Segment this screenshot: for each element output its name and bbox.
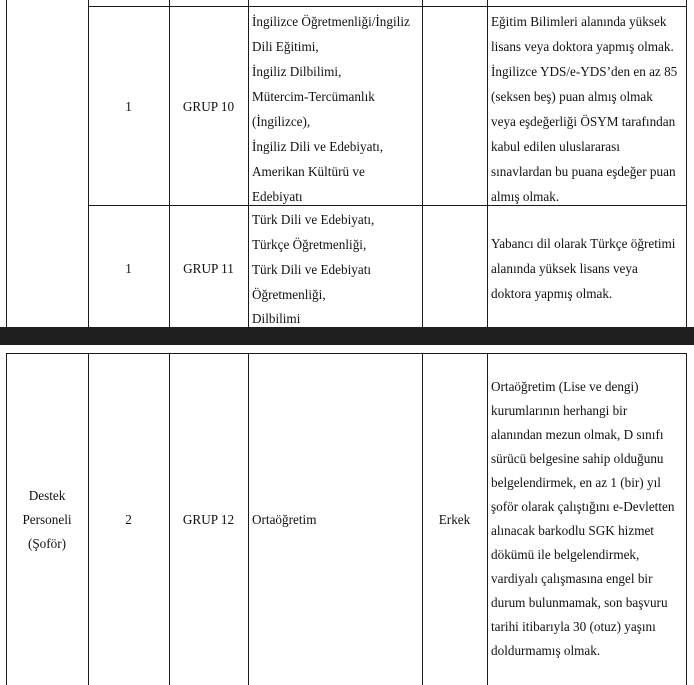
requirement-line: durum bulunmamak, son başvuru — [491, 595, 668, 610]
count-cell: 1 — [125, 99, 132, 114]
program-line: İngiliz Dilbilimi, — [252, 64, 342, 79]
table-border-top — [6, 353, 687, 354]
program-line: Amerikan Kültürü ve — [252, 164, 365, 179]
table-border-left — [6, 0, 7, 327]
count-cell: 1 — [125, 261, 132, 276]
col-divider — [487, 353, 488, 685]
program-line: Mütercim-Tercümanlık — [252, 89, 375, 104]
group-cell: GRUP 12 — [182, 512, 235, 527]
page-separator — [0, 327, 694, 345]
col-divider — [248, 353, 249, 685]
group-cell: GRUP 11 — [183, 261, 234, 276]
row-divider — [88, 6, 687, 7]
requirement-line: alanından mezun olmak, D sınıfı — [491, 427, 664, 442]
gender-cell: Erkek — [438, 512, 471, 527]
requirement-line: sınavlardan bu puana eşdeğer puan — [491, 164, 676, 179]
requirement-line: kabul edilen uluslararası — [491, 139, 620, 154]
program-line: Edebiyatı — [252, 189, 303, 204]
title-line: Personeli — [22, 512, 72, 527]
requirement-line: tarihi itibarıyla 30 (otuz) yaşını — [491, 619, 656, 634]
requirement-line: sürücü belgesine sahip olduğunu — [491, 451, 664, 466]
program-line: Öğretmenliği, — [252, 287, 326, 302]
requirement-line: şoför olarak çalıştığını e-Devletten — [491, 499, 675, 514]
requirement-line: Eğitim Bilimleri alanında yüksek — [491, 14, 667, 29]
requirement-line: İngilizce YDS/e-YDS’den en az 85 — [491, 64, 678, 79]
program-line: İngilizce Öğretmenliği/İngiliz — [252, 14, 410, 29]
program-line: Türkçe Öğretmenliği, — [252, 237, 367, 252]
col-divider — [422, 0, 423, 327]
program-line: İngiliz Dili ve Edebiyatı, — [252, 139, 384, 154]
requirement-line: alanında yüksek lisans veya — [491, 261, 638, 276]
group-cell: GRUP 10 — [182, 99, 235, 114]
requirement-line: Yabancı dil olarak Türkçe öğretimi — [491, 236, 676, 251]
requirement-line: almış olmak. — [491, 189, 560, 204]
requirement-line: dökümü ile belgelendirmek, — [491, 547, 640, 562]
title-line: Destek — [28, 488, 66, 503]
requirement-line: doldurmamış olmak. — [491, 643, 601, 658]
table-border-right — [686, 0, 687, 327]
program-line: Dili Eğitimi, — [252, 39, 319, 54]
col-divider — [487, 0, 488, 327]
requirement-line: doktora yapmış olmak. — [491, 286, 613, 301]
requirement-line: veya eşdeğerliği ÖSYM tarafından — [491, 114, 676, 129]
requirement-line: belgelendirmek, en az 1 (bir) yıl — [491, 475, 661, 490]
education-cell: Ortaöğretim — [252, 512, 317, 527]
table-border-right — [686, 353, 687, 685]
count-cell: 2 — [125, 512, 132, 527]
col-divider — [248, 0, 249, 327]
program-line: Türk Dili ve Edebiyatı — [252, 262, 372, 277]
program-line: (İngilizce), — [252, 114, 311, 129]
requirement-line: alınacak barkodlu SGK hizmet — [491, 523, 654, 538]
requirement-line: kurumlarının herhangi bir — [491, 403, 628, 418]
program-line: Dilbilimi — [252, 311, 301, 326]
title-line: (Şoför) — [27, 536, 67, 551]
requirement-line: Ortaöğretim (Lise ve dengi) — [491, 379, 639, 394]
requirement-line: lisans veya doktora yapmış olmak. — [491, 39, 674, 54]
row-divider — [88, 205, 687, 206]
program-line: Türk Dili ve Edebiyatı, — [252, 212, 375, 227]
requirement-line: (seksen beş) puan almış olmak — [491, 89, 653, 104]
requirement-line: vardiyalı çalışmasına engel bir — [491, 571, 653, 586]
